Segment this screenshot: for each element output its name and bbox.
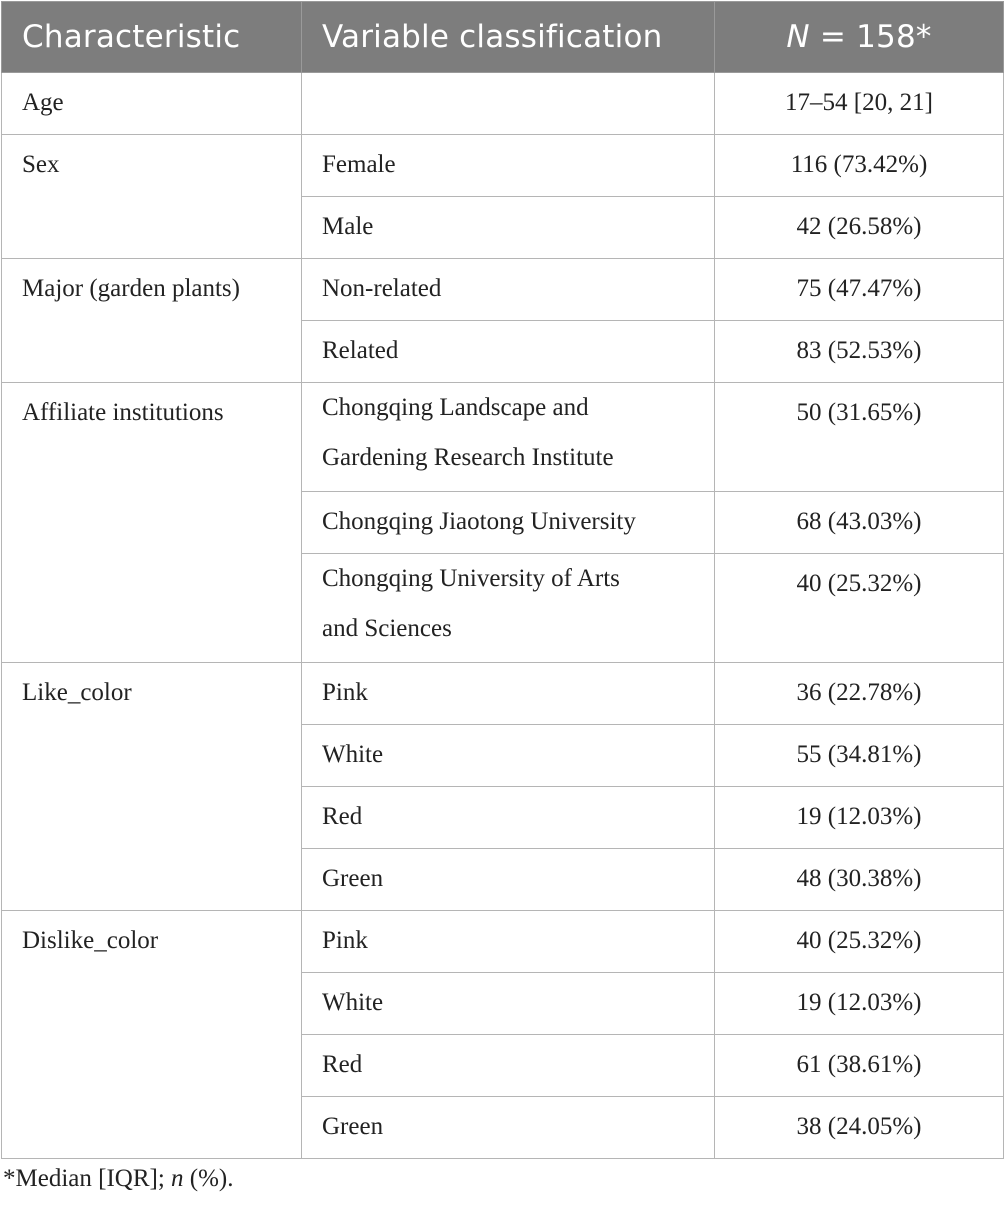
cell-classification: Related	[302, 321, 715, 383]
cell-value: 19 (12.03%)	[715, 787, 1004, 849]
cell-value: 36 (22.78%)	[715, 663, 1004, 725]
header-sample-size	[715, 2, 1004, 73]
table-row-age	[2, 73, 1004, 135]
cell-value: 19 (12.03%)	[715, 973, 1004, 1035]
demographics-table	[1, 1, 1004, 1159]
table-row-like-pink	[2, 663, 1004, 725]
cell-classification: Male	[302, 197, 715, 259]
cell-value: 40 (25.32%)	[715, 911, 1004, 973]
classification-line-2: Gardening Research Institute	[322, 444, 614, 471]
table-row-affiliate-landscape	[2, 383, 1004, 492]
cell-characteristic-sex: Sex	[2, 135, 302, 259]
cell-value: 75 (47.47%)	[715, 259, 1004, 321]
cell-characteristic-affiliate: Affiliate institutions	[2, 383, 302, 663]
cell-value: 116 (73.42%)	[715, 135, 1004, 197]
cell-classification: White	[302, 725, 715, 787]
cell-characteristic-major: Major (garden plants)	[2, 259, 302, 383]
table-header	[2, 2, 1004, 73]
cell-classification: Non-related	[302, 259, 715, 321]
footnote-prefix: *Median [IQR];	[3, 1165, 172, 1192]
header-row	[2, 2, 1004, 73]
cell-classification: Female	[302, 135, 715, 197]
header-variable-classification: Variable classification	[302, 2, 715, 73]
cell-classification: White	[302, 973, 715, 1035]
header-n-value: = 158*	[809, 19, 932, 55]
table-row-major-nonrelated	[2, 259, 1004, 321]
cell-value: 40 (25.32%)	[715, 554, 1004, 663]
cell-value: 61 (38.61%)	[715, 1035, 1004, 1097]
cell-value: 42 (26.58%)	[715, 197, 1004, 259]
classification-line-1: Chongqing University of Arts	[322, 565, 620, 592]
classification-line-2: and Sciences	[322, 615, 452, 642]
cell-classification: Green	[302, 1097, 715, 1159]
header-n-label: N	[786, 19, 810, 55]
cell-characteristic-age: Age	[2, 73, 302, 135]
cell-classification: Pink	[302, 911, 715, 973]
cell-value: 38 (24.05%)	[715, 1097, 1004, 1159]
cell-classification-multiline	[302, 383, 715, 492]
cell-classification-multiline	[302, 554, 715, 663]
cell-characteristic-dislike-color: Dislike_color	[2, 911, 302, 1159]
table-footnote	[3, 1165, 234, 1193]
cell-value-age: 17–54 [20, 21]	[715, 73, 1004, 135]
cell-value: 55 (34.81%)	[715, 725, 1004, 787]
cell-classification: Green	[302, 849, 715, 911]
cell-classification: Chongqing Jiaotong University	[302, 492, 715, 554]
table-body	[2, 73, 1004, 1159]
classification-line-1: Chongqing Landscape and	[322, 394, 589, 421]
cell-value: 68 (43.03%)	[715, 492, 1004, 554]
cell-classification: Red	[302, 787, 715, 849]
table-row-dislike-pink	[2, 911, 1004, 973]
cell-characteristic-like-color: Like_color	[2, 663, 302, 911]
cell-value: 83 (52.53%)	[715, 321, 1004, 383]
cell-value: 48 (30.38%)	[715, 849, 1004, 911]
footnote-suffix: (%).	[183, 1165, 234, 1192]
footnote-n: n	[171, 1165, 184, 1192]
table-row-sex-female	[2, 135, 1004, 197]
cell-value: 50 (31.65%)	[715, 383, 1004, 492]
cell-classification-age-empty	[302, 73, 715, 135]
cell-classification: Pink	[302, 663, 715, 725]
cell-classification: Red	[302, 1035, 715, 1097]
header-characteristic: Characteristic	[2, 2, 302, 73]
